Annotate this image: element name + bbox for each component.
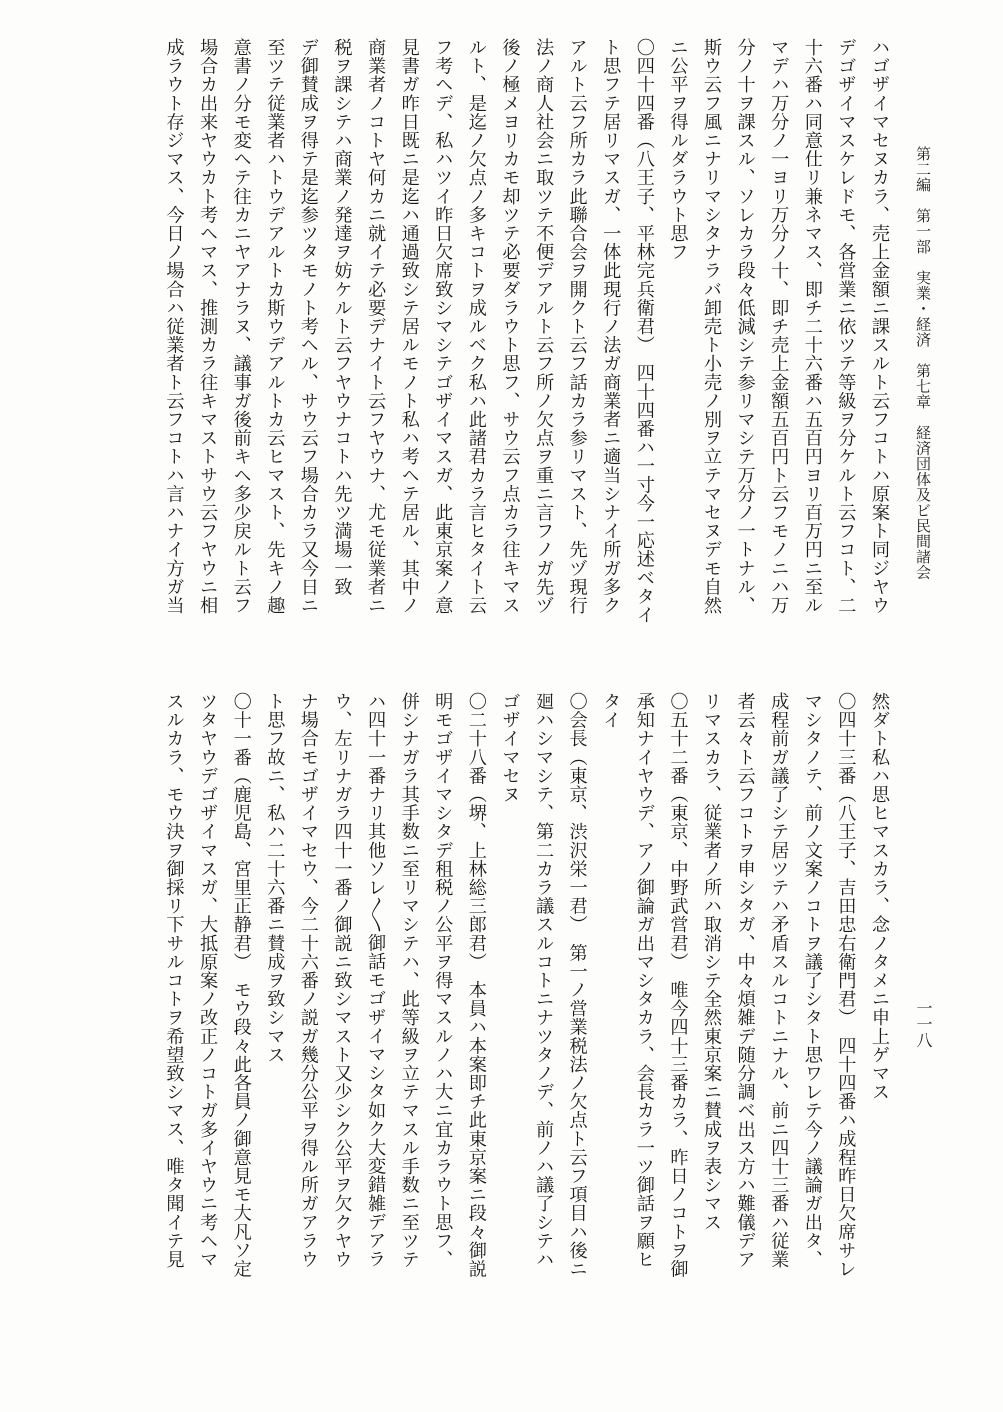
text-line: フ考ヘデ、私ハツイ昨日欠席致シマシテゴザイマスガ、此東京案ノ意 [432, 38, 454, 615]
lower-text-block [74, 692, 896, 1352]
text-line: デ御賛成ヲ得テ是迄参ツタモノト考ヘル、サウ云フ場合カラ又今日ニ [297, 38, 319, 615]
text-line: ト思フテ居リマスガ、一体此現行ノ法ガ商業者ニ適当シナイ所ガ多ク [600, 38, 622, 615]
text-line: マシタノテ、前ノ文案ノコトヲ議了シタト思ワレテ今ノ議論ガ出タ、 [801, 692, 823, 1269]
text-line: 〇会長（東京、渋沢栄一君） 第一ノ営業税法ノ欠点ト云フ項目ハ後ニ [566, 692, 588, 1279]
text-line: 意書ノ分モ変ヘテ往カニヤアナラヌ、議事ガ後前キヘ多少戻ルト云フ [230, 38, 252, 615]
text-line: デゴザイマスケレドモ、各営業ニ依ツテ等級ヲ分ケルト云フコト、二 [835, 38, 857, 615]
text-line: 明モゴザイマシタデ租税ノ公平ヲ得マスルノハ大ニ宜カラウト思フ、 [432, 692, 454, 1269]
running-header: 第二編 第一部 実業・経済 第七章 経済団体及ビ民間諸会 [914, 146, 932, 580]
text-line: 成ラウト存ジマス、今日ノ場合ハ従業者ト云フコトハ言ハナイ方ガ当 [163, 38, 185, 615]
text-line: アルト云フ所カラ此聯合会ヲ開クト云フ話カラ参リマスト、先ヅ現行 [566, 38, 588, 615]
text-line: ト思フ故ニ、私ハ二十六番ニ賛成ヲ致シマス [264, 692, 286, 1064]
text-line: 見書ガ昨日既ニ是迄ハ通過致シテ居ルモノト私ハ考ヘテ居ル、其中ノ [398, 38, 420, 615]
text-line: 場合カ出来ヤウカト考ヘマス、推測カラ往キマストサウ云フヤウニ相 [197, 38, 219, 615]
text-line: 〇四十四番（八王子、平林完兵衛君） 四十四番ハ一寸今一応述ベタイ [633, 38, 655, 625]
text-line: タイ [600, 692, 622, 730]
text-line: 斯ウ云フ風ニナリマシタナラバ卸売ト小売ノ別ヲ立テマセヌデモ自然 [701, 38, 723, 615]
text-line: 承知ナイヤウデ、アノ御論ガ出マシタカラ、会長カラ一ツ御話ヲ願ヒ [633, 692, 655, 1269]
text-line: 併シナガラ其手数ニ至リマシテハ、此等級ヲ立テマスル手数ニ至ツテ [398, 692, 420, 1269]
text-line: 税ヲ課シテハ商業ノ発達ヲ妨ケルト云フヤウナコトハ先ツ満場一致 [331, 38, 353, 596]
text-line: 者云々ト云フコトヲ申シタガ、中々煩雑デ随分調ベ出ス方ハ難儀デア [734, 692, 756, 1269]
text-line: 後ノ極メヨリカモ却ツテ必要ダラウト思フ、サウ云フ点カラ往キマス [499, 38, 521, 615]
text-line: 〇二十八番（堺、上林総三郎君） 本員ハ本案即チ此東京案ニ段々御説 [465, 692, 487, 1279]
text-line: 〇十一番（鹿児島、宮里正静君） モウ段々此各員ノ御意見モ大凡ソ定 [230, 692, 252, 1279]
text-line: 〇五十二番（東京、中野武営君） 唯今四十三番カラ、昨日ノコトヲ御 [667, 692, 689, 1279]
upper-text-block [74, 38, 896, 678]
page-number: 一一八 [914, 1000, 933, 1048]
text-line: ルト、是迄ノ欠点ノ多キコトヲ成ルベク私ハ此諸君カラ言ヒタイト云 [465, 38, 487, 615]
text-line: 十六番ハ同意仕リ兼ネマス、即チ二十六番ハ五百円ヨリ百万円ニ至ル [801, 38, 823, 615]
text-line: ハ四十一番ナリ其他ソレ〳〵御話モゴザイマシタ如ク大変錯雑デアラ [365, 692, 387, 1269]
text-line: マデハ万分ノ一ヨリ万分ノ十、即チ売上金額五百円ト云フモノニハ万 [768, 38, 790, 615]
text-line: 法ノ商人社会ニ取ツテ不便デアルト云フ所ノ欠点ヲ重ニ言フノガ先ヅ [533, 38, 555, 615]
text-line: 至ツテ従業者ハトウデアルトカ斯ウデアルトカ云ヒマスト、先キノ趣 [264, 38, 286, 615]
text-line: 然ダト私ハ思ヒマスカラ、念ノタメニ申上ゲマス [869, 692, 890, 1102]
text-line: 〇四十三番（八王子、吉田忠右衛門君） 四十四番ハ成程昨日欠席サレ [835, 692, 857, 1279]
text-line: ハゴザイマセヌカラ、売上金額ニ課スルト云フコトハ原案ト同ジヤウ [869, 38, 890, 615]
text-line: 成程前ガ議了シテ居ツテハ矛盾スルコトニナル、前ニ四十三番ハ従業 [768, 692, 790, 1269]
text-line: ウ、左リナガラ四十一番ノ御説ニ致シマスト又少シク公平ヲ欠クヤウ [331, 692, 353, 1269]
text-line: 廻ハシマシテ、第二カラ議スルコトニナツタノデ、前ノハ議了シテハ [533, 692, 555, 1269]
text-line: リマスカラ、従業者ノ所ハ取消シテ全然東京案ニ賛成ヲ表シマス [701, 692, 723, 1232]
text-line: ナ場合モゴザイマセウ、今二十六番ノ説ガ幾分公平ヲ得ル所ガアラウ [297, 692, 319, 1269]
text-line: スルカラ、モウ決ヲ御採リ下サルコトヲ希望致シマス、唯タ聞イテ見 [163, 692, 185, 1269]
text-line: ゴザイマセヌ [499, 692, 521, 804]
text-line: ニ公平ヲ得ルダラウト思フ [667, 38, 689, 262]
text-line: 商業者ノコトヤ何カニ就イテ必要デナイト云フヤウナ、尤モ従業者ニ [365, 38, 387, 615]
text-line: ツタヤウデゴザイマスガ、大抵原案ノ改正ノコトガ多イヤウニ考ヘマ [197, 692, 219, 1269]
text-line: 分ノ十ヲ課スル、ソレカラ段々低減シテ参リマシテ万分ノ一トナル、 [734, 38, 756, 615]
